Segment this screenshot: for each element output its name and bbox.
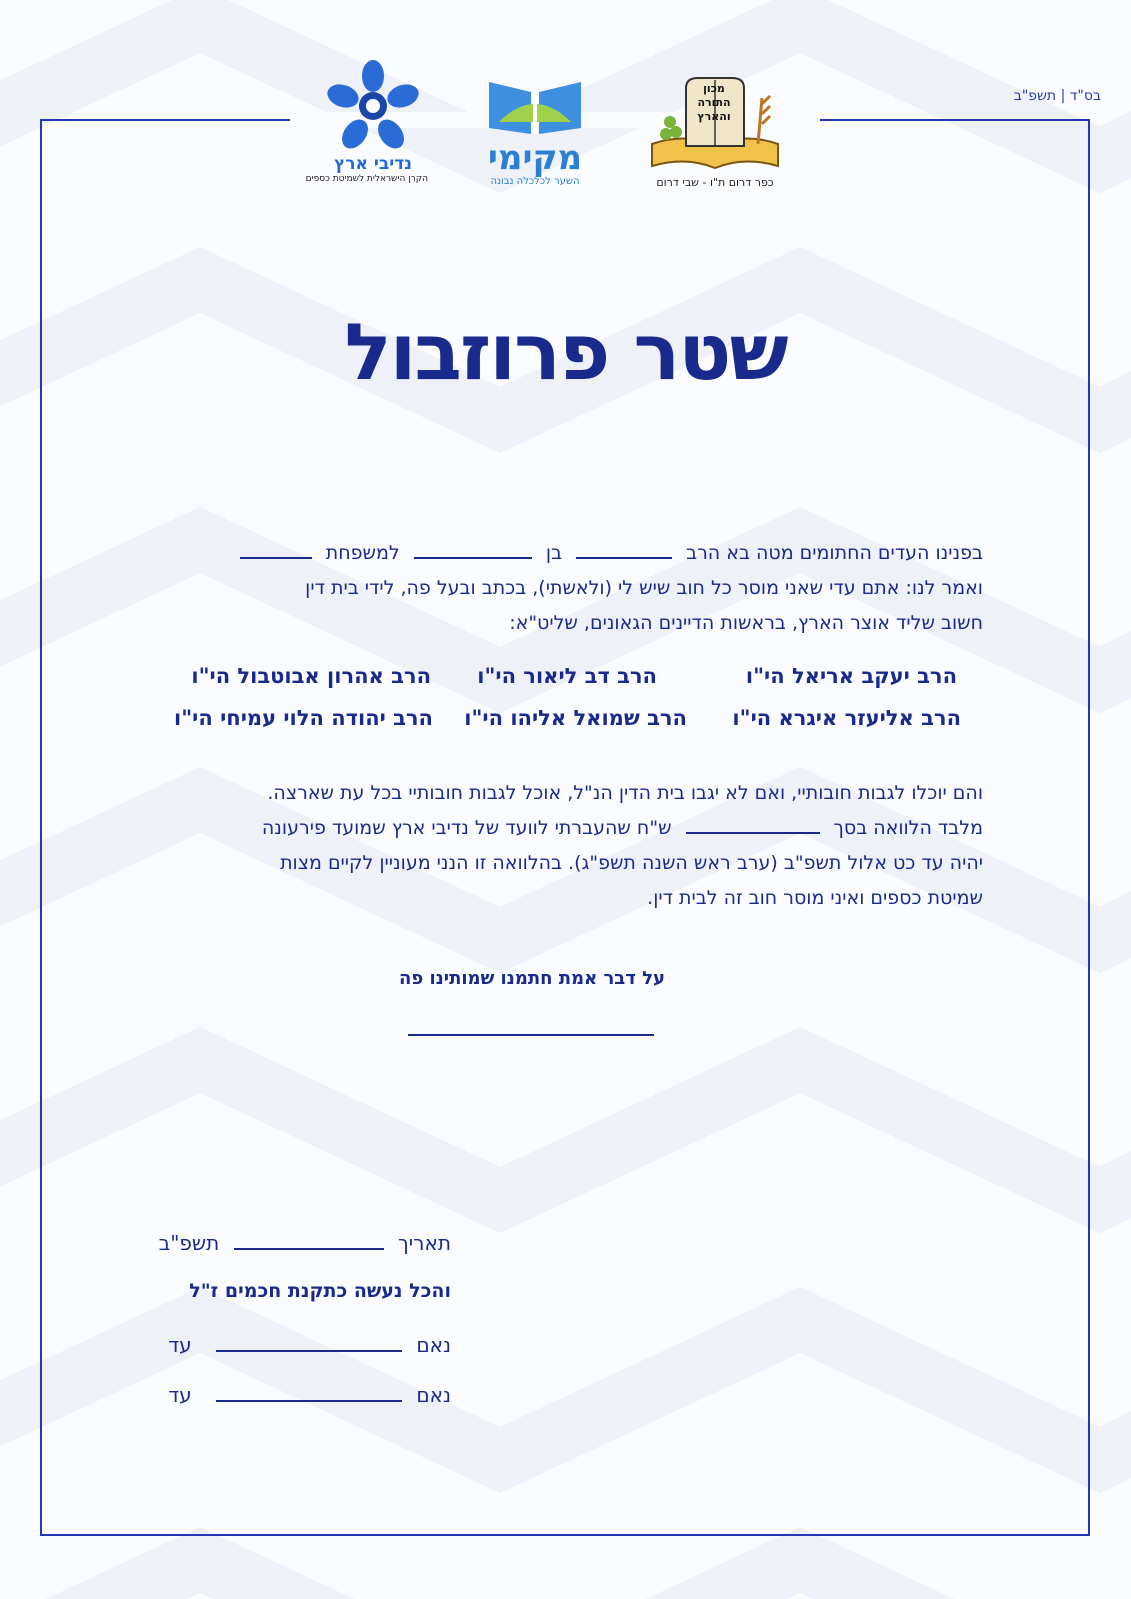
date-mark: בס"ד | תשפ"ב [1013, 88, 1101, 104]
witness-row-2 [168, 1382, 451, 1407]
rabbi-5: הרב שמואל אליהו הי"ו [464, 706, 687, 730]
machon-sign-text [692, 82, 736, 124]
intro-line-2: ואמר לנו: אתם עדי שאני מוסר כל חוב שיש לי (ולאשתי), בכתב ובעל פה, לידי בית דין [305, 577, 983, 599]
nedivei-eretz-name: נדיבי ארץ [334, 154, 412, 174]
makimi-emblem-icon [485, 78, 585, 136]
body-line-1: והם יוכלו לגבות חובותיי, ואם לא יגבו בית הדין הנ"ל, אוכל לגבות חובותיי בכל עת שארצה. [267, 782, 983, 804]
rabbi-3: הרב אהרון אבוטבול הי"ו [191, 664, 431, 688]
body-line-2-b: ש"ח שהעברתי לוועד של נדיבי ארץ שמועד פירעונה [261, 817, 672, 839]
date-year: תשפ"ב [158, 1231, 220, 1255]
logo-makimi [480, 78, 590, 187]
loan-amount-blank[interactable] [686, 814, 820, 834]
signature-line[interactable] [408, 1034, 654, 1036]
sign-line-3: והארץ [697, 110, 731, 123]
body-line-2-a: מלבד הלוואה בסך [833, 817, 983, 839]
witness-1-prefix: נאם [416, 1333, 451, 1357]
page-title: שטר פרוזבול [344, 308, 787, 398]
date-row [159, 1230, 451, 1255]
logo-nedivei-eretz [305, 58, 428, 184]
machon-subtitle: כפר דרום ת"ו - שבי דרום [656, 176, 774, 189]
body-line-3: יהיה עד כט אלול תשפ"ב (ערב ראש השנה תשפ"ג). בהלוואה זו הנני מעוניין לקיים מצות [280, 852, 983, 874]
witness-2-suffix: עד [168, 1383, 192, 1407]
rabbi-6: הרב יהודה הלוי עמיחי הי"ו [174, 706, 433, 730]
date-label: תאריך [397, 1231, 451, 1255]
closing-statement: על דבר אמת חתמנו שמותינו פה [398, 968, 666, 989]
hands-circle-icon [325, 58, 421, 154]
rabbi-1: הרב יעקב אריאל הי"ו [745, 664, 957, 688]
witness-1-blank[interactable] [216, 1332, 402, 1352]
makimi-name: מקימי [487, 138, 583, 178]
logo-machon-hatorah [645, 74, 785, 189]
witness-2-prefix: נאם [416, 1383, 451, 1407]
rabbi-2: הרב דב ליאור הי"ו [477, 664, 657, 688]
intro-paragraph [163, 536, 983, 641]
family-name-blank[interactable] [240, 539, 312, 559]
intro-line-1 [163, 536, 983, 571]
makimi-subtitle: השער לכלכלה נבונה [490, 176, 580, 187]
date-blank[interactable] [234, 1230, 384, 1250]
witness-2-blank[interactable] [216, 1382, 402, 1402]
sign-line-2: התורה [697, 96, 731, 109]
intro-line-1-c: למשפחת [325, 542, 400, 564]
rabbi-4: הרב אליעזר איגרא הי"ו [732, 706, 961, 730]
father-name-blank[interactable] [414, 539, 532, 559]
witness-1-suffix: עד [168, 1333, 192, 1357]
body-line-4: שמיטת כספים ואיני מוסר חוב זה לבית דין. [647, 887, 983, 909]
body-line-2 [163, 811, 983, 846]
sign-line-1: מכון [703, 82, 725, 95]
body-paragraph [163, 776, 983, 916]
intro-line-3: חשוב שליד אוצר הארץ, בראשות הדיינים הגאונים, שליט"א: [509, 612, 983, 634]
name-blank[interactable] [576, 539, 672, 559]
witness-row-1 [168, 1332, 451, 1357]
nedivei-eretz-subtitle: הקרן הישראלית לשמיטת כספים [305, 174, 428, 184]
intro-line-1-a: בפנינו העדים החתומים מטה בא הרב [686, 542, 983, 564]
all-done-statement: והכל נעשה כתקנת חכמים ז"ל [189, 1280, 451, 1302]
intro-line-1-b: בן [545, 542, 562, 564]
